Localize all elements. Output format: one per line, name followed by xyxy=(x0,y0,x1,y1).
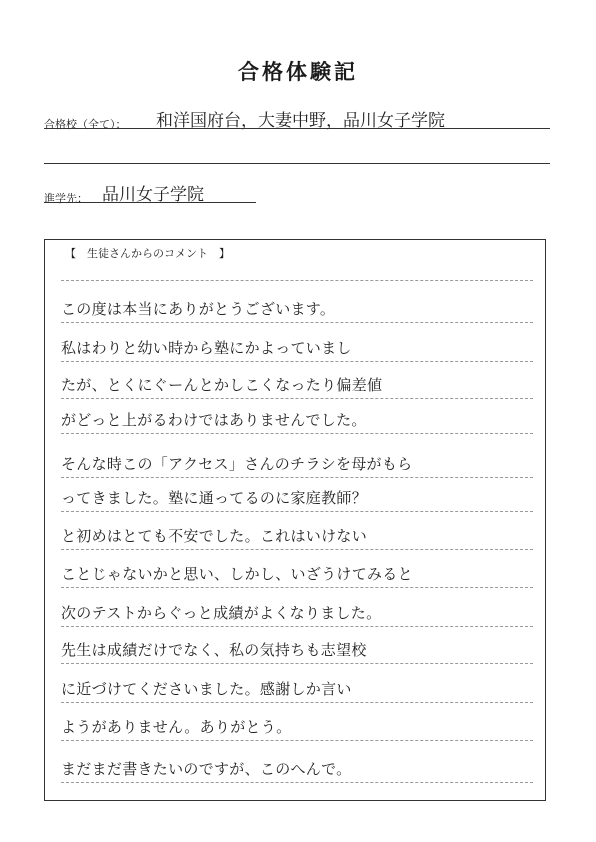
comment-line xyxy=(61,480,533,512)
destination-value: 品川女子学院 xyxy=(102,185,204,205)
comment-line xyxy=(61,330,533,362)
comment-box xyxy=(44,239,546,801)
comment-text: この度は本当にありがとうございます。 xyxy=(61,300,336,318)
schools-extra-line xyxy=(44,163,550,164)
comment-line xyxy=(61,249,533,281)
comment-line xyxy=(61,291,533,323)
comment-text: ことじゃないかと思い、しかし、いざうけてみると xyxy=(61,565,413,583)
comment-line xyxy=(61,556,533,588)
comment-line xyxy=(61,402,533,434)
schools-label: 合格校（全て）： xyxy=(44,118,127,131)
comment-text: たが、とくにぐーんとかしこくなったり偏差値 xyxy=(61,376,383,394)
comment-line xyxy=(61,518,533,550)
comment-line xyxy=(61,446,533,478)
destination-underline xyxy=(44,202,256,203)
comment-text: 次のテストからぐっと成績がよくなりました。 xyxy=(61,604,382,622)
schools-underline xyxy=(44,128,550,129)
comment-text: がどっと上がるわけではありませんでした。 xyxy=(61,411,367,429)
comment-text: まだまだ書きたいのですが、このへんで。 xyxy=(61,760,352,778)
comment-line xyxy=(61,595,533,627)
page-title: 合格体験記 xyxy=(238,60,358,84)
comment-text: ようがありません。ありがとう。 xyxy=(61,718,292,736)
comment-text: ってきました。塾に通ってるのに家庭教師？ xyxy=(61,489,368,507)
comment-text: と初めはとても不安でした。これはいけない xyxy=(61,527,368,545)
comment-line xyxy=(61,632,533,664)
comment-header: 【 生徒さんからのコメント 】 xyxy=(65,247,230,260)
comment-line xyxy=(61,367,533,399)
comment-text: 私はわりと幼い時から塾にかよっていまし xyxy=(61,339,352,357)
comment-text: 先生は成績だけでなく、私の気持ちも志望校 xyxy=(61,641,367,659)
comment-line xyxy=(61,671,533,703)
comment-text: に近づけてくださいました。感謝しか言い xyxy=(61,680,352,698)
destination-label: 進学先： xyxy=(44,192,88,205)
schools-value: 和洋国府台，大妻中野，品川女子学院 xyxy=(156,111,445,131)
comment-line xyxy=(61,709,533,741)
comment-text: そんな時この「アクセス」さんのチラシを母がもら xyxy=(61,455,413,473)
comment-line xyxy=(61,751,533,783)
